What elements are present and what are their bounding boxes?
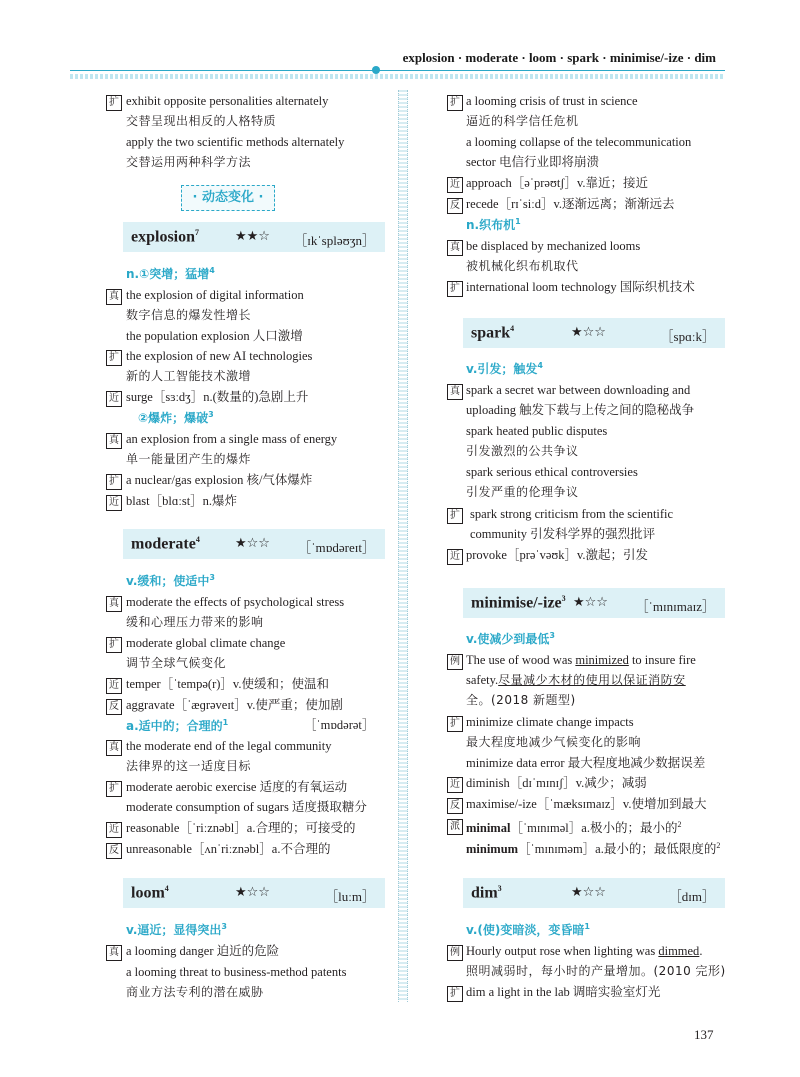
headword: minimise/-ize$^3$ — [471, 594, 566, 612]
example-line: the moderate end of the legal community — [126, 739, 332, 753]
headword: spark$^4$ — [471, 324, 515, 342]
example-line: 逼近的科学信任危机 — [466, 114, 579, 128]
star-rating: ★☆☆ — [235, 885, 270, 900]
synonym-line: provoke［prəˈvəʊk］v.激起；引发 — [466, 548, 649, 562]
pronunciation: ［ˈmɪnɪmaɪz］ — [635, 599, 715, 614]
exam-example-line: 全。(2018 新题型) — [466, 693, 576, 707]
example-line: 调节全球气候变化 — [126, 656, 227, 670]
column-divider — [398, 90, 408, 1002]
tag-kuo: 扩 — [106, 95, 122, 111]
example-line: the explosion of digital information — [126, 288, 304, 302]
antonym-line: maximise/-ize［ˈmæksɪmaɪz］v.使增加到最大 — [466, 797, 707, 811]
tag-kuo: 扩 — [447, 281, 463, 297]
synonym-line: surge［sɜːdʒ］n.(数量的)急剧上升 — [126, 390, 309, 404]
headword-box-loom — [120, 878, 385, 908]
pronunciation: ［ˈmɒdəreɪt］ — [298, 540, 375, 555]
derivative-line: minimal［ˈmɪnɪməl］a.极小的；最小的$^2$ — [466, 820, 682, 836]
pronunciation: ［spɑːk］ — [660, 329, 715, 344]
example-line: spark serious ethical controversies — [466, 465, 638, 479]
headword: loom$^4$ — [131, 884, 169, 902]
example-line: 缓和心理压力带来的影响 — [126, 615, 264, 629]
pronunciation-2: ［ˈmɒdərət］ — [304, 718, 375, 732]
example-line: international loom technology 国际织机技术 — [466, 280, 695, 294]
example-line: spark strong criticism from the scientific — [470, 507, 674, 521]
antonym-line: aggravate［ˈæɡrəveɪt］v.使严重；使加剧 — [126, 698, 343, 712]
headword-box-explosion — [120, 222, 385, 252]
tag-kuo: 扩 — [106, 350, 122, 366]
tag-zhen: 真 — [447, 384, 463, 400]
example-line: a looming threat to business-method patents — [126, 965, 347, 979]
sense-2: a.适中的；合理的$^1$ — [126, 718, 229, 733]
exam-example-line: safety.尽量减少木材的使用以保证消防安 — [466, 673, 686, 687]
tag-fan: 反 — [447, 798, 463, 814]
example-line: the explosion of new AI technologies — [126, 349, 313, 363]
page-number: 137 — [694, 1027, 714, 1042]
tag-fan: 反 — [106, 699, 122, 715]
header-title: explosion · moderate · loom · spark · minimise/-ize · dim — [402, 50, 716, 65]
headword-box-minimise — [460, 588, 725, 618]
headword: dim$^3$ — [471, 884, 502, 902]
synonym-line: diminish［dɪˈmɪnɪʃ］v.减少；减弱 — [466, 776, 647, 790]
star-rating: ★☆☆ — [235, 536, 270, 551]
page-header — [0, 0, 800, 70]
sense-2: ②爆炸；爆破$^3$ — [138, 410, 214, 425]
example-line: moderate global climate change — [126, 636, 286, 650]
example-line: community 引发科学界的强烈批评 — [470, 527, 656, 541]
pronunciation: ［luːm］ — [325, 889, 375, 904]
tag-kuo: 扩 — [106, 474, 122, 490]
headword: explosion$^7$ — [131, 228, 200, 246]
synonym-line: reasonable［ˈriːznəbl］a.合理的；可接受的 — [126, 821, 356, 835]
star-rating: ★☆☆ — [571, 885, 606, 900]
example-line: uploading 触发下载与上传之间的隐秘战争 — [466, 403, 695, 417]
headword-box-dim — [460, 878, 725, 908]
example-line: 商业方法专利的潜在威胁 — [126, 985, 264, 999]
tag-zhen: 真 — [447, 240, 463, 256]
tag-li: 例 — [447, 945, 463, 961]
synonym-line: blast［blɑːst］n.爆炸 — [126, 494, 238, 508]
exam-example-line: The use of wood was minimized to insure fire — [466, 653, 696, 667]
intro-line-3: apply the two scientific methods alternately — [126, 135, 345, 149]
example-line: moderate aerobic exercise 适度的有氧运动 — [126, 780, 348, 794]
header-dot-icon — [372, 66, 380, 74]
tag-jin: 近 — [106, 822, 122, 838]
tag-kuo: 扩 — [447, 508, 463, 524]
sense-1: v.逼近；显得突出$^3$ — [126, 922, 227, 937]
example-line: 法律界的这一适度目标 — [126, 759, 252, 773]
pronunciation: ［dɪm］ — [668, 889, 715, 904]
tag-jin: 近 — [447, 549, 463, 565]
example-line: 数字信息的爆发性增长 — [126, 308, 252, 322]
intro-line-2: 交替呈现出相反的人格特质 — [126, 114, 277, 128]
example-line: sector 电信行业即将崩溃 — [466, 155, 599, 169]
antonym-line: unreasonable［ʌnˈriːznəbl］a.不合理的 — [126, 842, 331, 856]
tag-jin: 近 — [447, 177, 463, 193]
tag-fan: 反 — [447, 198, 463, 214]
star-rating: ★★☆ — [235, 229, 270, 244]
star-rating: ★☆☆ — [571, 325, 606, 340]
example-line: spark a secret war between downloading and — [466, 383, 691, 397]
tag-kuo: 扩 — [447, 95, 463, 111]
example-line: moderate consumption of sugars 适度摄取糖分 — [126, 800, 367, 814]
tag-zhen: 真 — [106, 945, 122, 961]
tag-jin: 近 — [447, 777, 463, 793]
example-line: the population explosion 人口激增 — [126, 329, 303, 343]
example-line: minimize data error 最大程度地减少数据误差 — [466, 756, 706, 770]
headword-box-spark — [460, 318, 725, 348]
tag-kuo: 扩 — [447, 986, 463, 1002]
tag-kuo: 扩 — [106, 637, 122, 653]
headword-box-moderate — [120, 529, 385, 559]
tag-kuo: 扩 — [447, 716, 463, 732]
tag-kuo: 扩 — [106, 781, 122, 797]
example-line: minimize climate change impacts — [466, 715, 634, 729]
exam-example-line: Hourly output rose when lighting was dimmed. — [466, 944, 703, 958]
tag-zhen: 真 — [106, 740, 122, 756]
example-line: 最大程度地减少气候变化的影响 — [466, 735, 642, 749]
pronunciation: ［ɪkˈspləʊʒn］ — [294, 233, 375, 248]
example-line: an explosion from a single mass of energy — [126, 432, 338, 446]
intro-line-1: exhibit opposite personalities alternately — [126, 94, 329, 108]
tag-zhen: 真 — [106, 433, 122, 449]
header-rule — [70, 70, 725, 71]
example-line: be displaced by mechanized looms — [466, 239, 641, 253]
tag-li: 例 — [447, 654, 463, 670]
derivative-line: minimum［ˈmɪnɪməm］a.最小的；最低限度的$^2$ — [466, 841, 721, 857]
tag-jin: 近 — [106, 495, 122, 511]
antonym-line: recede［rɪˈsiːd］v.逐渐远离；渐渐远去 — [466, 197, 675, 211]
example-line: 引发激烈的公共争议 — [466, 444, 579, 458]
example-line: 单一能量团产生的爆炸 — [126, 452, 252, 466]
tag-pai: 派 — [447, 819, 463, 835]
synonym-line: approach［əˈprəʊtʃ］v.靠近；接近 — [466, 176, 649, 190]
example-line: 引发严重的伦理争议 — [466, 485, 579, 499]
star-rating: ★☆☆ — [573, 595, 608, 610]
example-line: 新的人工智能技术激增 — [126, 369, 252, 383]
exam-example-line: 照明减弱时，每小时的产量增加。(2010 完形) — [466, 964, 726, 978]
example-line: 被机械化织布机取代 — [466, 259, 579, 273]
example-line: a looming danger 迫近的危险 — [126, 944, 280, 958]
tag-jin: 近 — [106, 391, 122, 407]
example-line: spark heated public disputes — [466, 424, 608, 438]
example-line: a nuclear/gas explosion 核/气体爆炸 — [126, 473, 313, 487]
tag-zhen: 真 — [106, 596, 122, 612]
sense-1: v.引发；触发$^4$ — [466, 361, 543, 376]
sense-2: n.织布机$^1$ — [466, 217, 521, 232]
section-banner: · 动态变化 · — [181, 185, 275, 211]
example-line: a looming collapse of the telecommunication — [466, 135, 692, 149]
sense-1: v.缓和；使适中$^3$ — [126, 573, 215, 588]
header-band — [70, 74, 725, 79]
example-line: dim a light in the lab 调暗实验室灯光 — [466, 985, 661, 999]
example-line: moderate the effects of psychological stress — [126, 595, 345, 609]
sense-1: v.(使)变暗淡，变昏暗$^1$ — [466, 922, 590, 937]
sense-1: v.使减少到最低$^3$ — [466, 631, 555, 646]
tag-fan: 反 — [106, 843, 122, 859]
tag-zhen: 真 — [106, 289, 122, 305]
example-line: a looming crisis of trust in science — [466, 94, 638, 108]
intro-line-4: 交替运用两种科学方法 — [126, 155, 252, 169]
headword: moderate$^4$ — [131, 535, 200, 553]
tag-jin: 近 — [106, 678, 122, 694]
synonym-line: temper［ˈtempə(r)］v.使缓和；使温和 — [126, 677, 329, 691]
sense-1: n.①突增；猛增$^4$ — [126, 266, 215, 281]
